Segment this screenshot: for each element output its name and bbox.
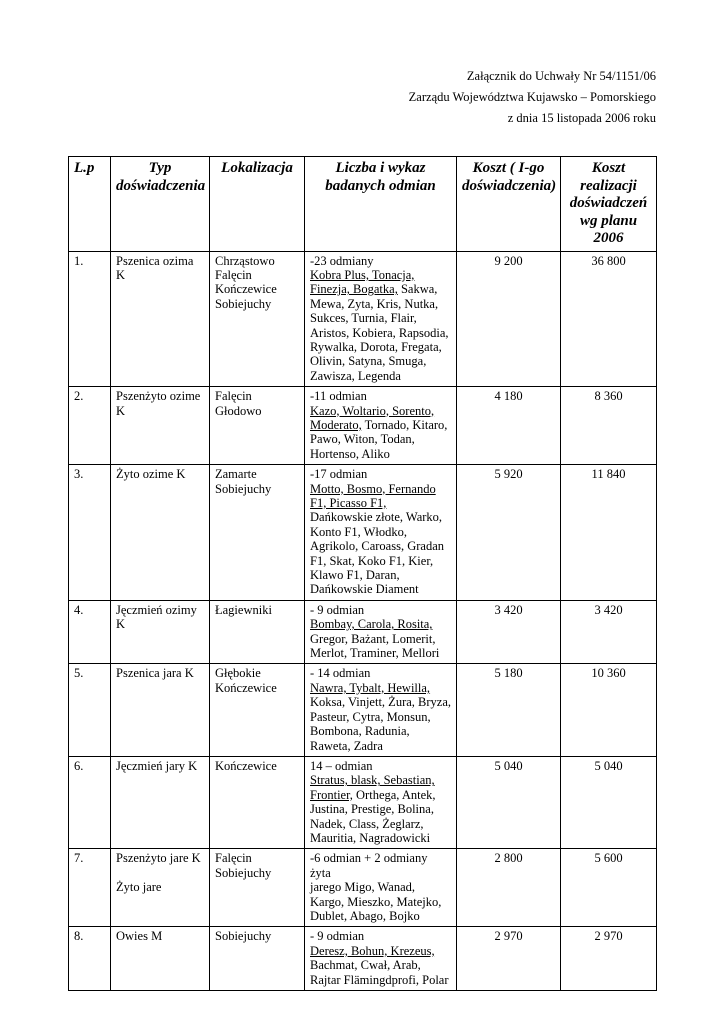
table-row [69,251,657,387]
location-item: Sobiejuchy [215,296,272,311]
cell-koszt1: 9 200 [457,251,561,387]
table-row [69,927,657,991]
cell-typ [111,927,210,991]
variety-count: -11 odmian [310,389,367,404]
document-header [409,66,656,129]
typ-label: Pszenica jara K [116,666,194,681]
cell-koszt1: 2 800 [457,849,561,927]
typ-label: Jęczmień ozimy K [116,602,197,632]
variety-list [310,617,451,660]
cell-koszt2: 2 970 [561,927,657,991]
cell-koszt1: 4 180 [457,387,561,465]
header-typ: Typ doświadczenia [111,157,210,252]
cell-typ [111,465,210,601]
variety-list [310,944,451,987]
location-item: Kończewice [215,680,277,695]
cell-lokalizacja [210,600,305,664]
header-lokalizacja: Lokalizacja [210,157,305,252]
table-row [69,465,657,601]
variety-rest: jarego Migo, Wanad, Kargo, Mieszko, Matejko, Dublet, Abago, Bojko [310,880,442,923]
typ-label: Żyto ozime K [116,467,186,482]
cell-lokalizacja [210,387,305,465]
cell-koszt2: 36 800 [561,251,657,387]
cell-typ [111,600,210,664]
variety-count: -23 odmiany [310,253,374,268]
table-row [69,387,657,465]
cell-lp: 1. [69,251,111,387]
cell-varieties [305,849,457,927]
cell-varieties [305,251,457,387]
cell-typ [111,251,210,387]
variety-list [310,482,451,597]
cell-varieties [305,387,457,465]
cell-varieties [305,756,457,848]
variety-underlined: Motto, Bosmo, Fernando F1, Picasso F1, [310,481,436,510]
typ-label: Jęczmień jary K [116,758,198,773]
location-item: Falęcin [215,267,252,282]
location-item: Kończewice [215,282,277,297]
variety-list [310,681,451,753]
location-item: Falęcin [215,851,252,866]
typ-label: Owies M [116,929,163,944]
table-row [69,849,657,927]
cell-lp: 7. [69,849,111,927]
variety-rest: Sakwa, Mewa, Zyta, Kris, Nutka, Sukces, Turnia, Flair, Aristos, Kobiera, Rapsodia, Rywalka, Dorota, Fregata, Olivin, Satyna, Smuga, Zawisza, Legenda [310,282,449,383]
cell-lp: 5. [69,664,111,756]
cell-varieties [305,465,457,601]
cell-koszt1: 5 180 [457,664,561,756]
cell-lokalizacja [210,251,305,387]
cell-koszt2: 8 360 [561,387,657,465]
variety-count: 14 – odmian [310,758,373,773]
cell-lokalizacja [210,849,305,927]
variety-count: -6 odmian + 2 odmiany żyta [310,851,428,880]
variety-trials-table [68,156,657,991]
variety-list [310,404,451,462]
table-header-row [69,157,657,252]
variety-rest: Bachmat, Cwał, Arab, Rajtar Flämingdprofi, Polar [310,958,449,987]
variety-list [310,880,451,923]
cell-typ [111,387,210,465]
cell-koszt2: 5 600 [561,849,657,927]
table-row [69,756,657,848]
location-item: Sobiejuchy [215,929,272,944]
header-koszt1: Koszt ( I-go doświadczenia) [457,157,561,252]
variety-count: -17 odmian [310,467,368,482]
cell-typ [111,849,210,927]
header-liczba: Liczba i wykaz badanych odmian [305,157,457,252]
cell-lokalizacja [210,664,305,756]
location-item: Zamarte [215,467,257,482]
variety-underlined: Kobra Plus, Tonacja, Finezja, Bogatka, [310,267,415,297]
cell-koszt1: 3 420 [457,600,561,664]
cell-koszt2: 10 360 [561,664,657,756]
variety-rest: Dańkowskie złote, Warko, Konto F1, Włodko, Agrikolo, Caroass, Gradan F1, Skat, Koko F1, Kier, Klawo F1, Daran, Dańkowskie Diament [310,510,444,597]
location-item: Sobiejuchy [215,865,272,880]
typ-spacer [116,866,204,880]
typ-label: Pszenica ozima K [116,253,194,282]
cell-koszt1: 5 920 [457,465,561,601]
cell-varieties [305,600,457,664]
cell-lp: 8. [69,927,111,991]
cell-typ [111,664,210,756]
cell-lp: 6. [69,756,111,848]
typ-label: Pszenżyto jare K [116,851,201,866]
variety-underlined: Kazo, Woltario, Sorento, Moderato, [310,403,435,432]
cell-lokalizacja [210,927,305,991]
header-koszt2: Koszt realizacji doświadczeń wg planu 2006 [561,157,657,252]
variety-rest: Gregor, Bażant, Lomerit, Merlot, Traminer, Mellori [310,631,440,661]
cell-lp: 2. [69,387,111,465]
cell-typ [111,756,210,848]
cell-lp: 4. [69,600,111,664]
cell-koszt2: 3 420 [561,600,657,664]
variety-count: - 9 odmian [310,602,365,617]
typ-label-secondary: Żyto jare [116,879,162,894]
variety-list [310,268,451,383]
typ-label: Pszenżyto ozime K [116,389,201,418]
location-item: Chrząstowo [215,253,275,268]
cell-koszt1: 5 040 [457,756,561,848]
location-item: Głodowo [215,403,262,418]
variety-underlined: Nawra, Tybalt, Hewilla, [310,680,431,695]
cell-varieties [305,664,457,756]
location-item: Głębokie [215,666,261,681]
variety-count: - 14 odmian [310,666,371,681]
variety-underlined: Bombay, Carola, Rosita, [310,617,433,632]
location-item: Falęcin [215,389,252,404]
header-line-1: Załącznik do Uchwały Nr 54/1151/06 [466,69,656,83]
variety-underlined: Deresz, Bohun, Krezeus, [310,943,435,958]
variety-count: - 9 odmian [310,929,365,944]
header-line-2: Zarządu Województwa Kujawsko – Pomorskiego [408,90,656,104]
cell-varieties [305,927,457,991]
cell-koszt2: 11 840 [561,465,657,601]
cell-lokalizacja [210,756,305,848]
header-line-3: z dnia 15 listopada 2006 roku [507,111,656,125]
table-row [69,664,657,756]
variety-list [310,773,451,845]
location-item: Łagiewniki [215,602,272,617]
variety-underlined: Stratus, blask, Sebastian, Frontier, [310,773,435,802]
cell-lp: 3. [69,465,111,601]
location-item: Kończewice [215,758,277,773]
cell-koszt1: 2 970 [457,927,561,991]
location-item: Sobiejuchy [215,481,272,496]
cell-koszt2: 5 040 [561,756,657,848]
variety-rest: Orthega, Antek, Justina, Prestige, Bolina, Nadek, Class, Żeglarz, Mauritia, Nagradowicki [310,787,436,845]
header-lp: L.p [69,157,111,252]
cell-lokalizacja [210,465,305,601]
table-row [69,600,657,664]
variety-rest: Tornado, Kitaro, Pawo, Witon, Todan, Hortenso, Aliko [310,417,448,461]
variety-rest: Koksa, Vinjett, Żura, Bryza, Pasteur, Cytra, Monsun, Bombona, Radunia, Raweta, Zadra [310,695,451,753]
